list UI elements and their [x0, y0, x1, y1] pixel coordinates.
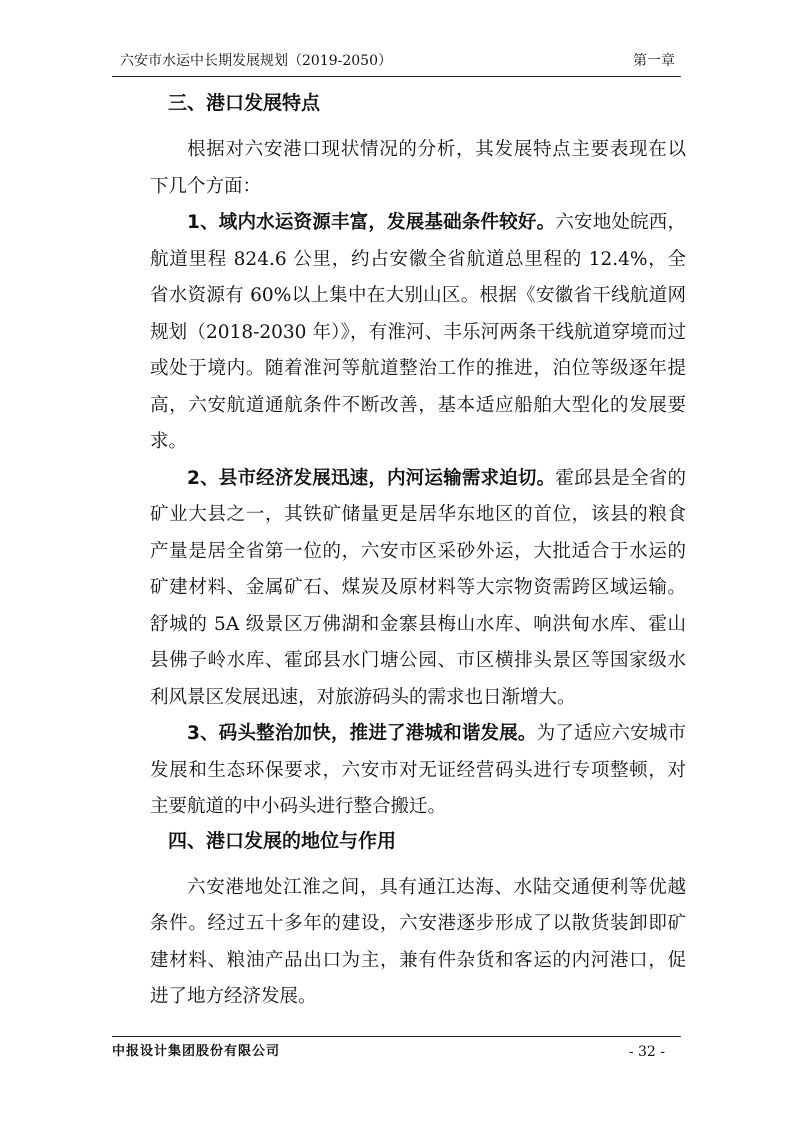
section-intro: 根据对六安港口现状情况的分析，其发展特点主要表现在以下几个方面：	[150, 139, 686, 197]
paragraph-3-body: 为了适应六安城市发展和生态环保要求，六安市对无证经营码头进行专项整顿，对主要航道的中小码头进行整合搬迁。	[150, 723, 686, 817]
paragraph-3	[150, 716, 686, 826]
document-title: 六安市水运中长期发展规划（2019-2050）	[120, 53, 392, 69]
chapter-label: 第一章	[633, 53, 675, 69]
company-name: 中报设计集团股份有限公司	[112, 1044, 281, 1059]
page-header	[112, 50, 681, 72]
paragraph-1	[150, 205, 686, 461]
paragraph-1-lead: 1、域内水运资源丰富，发展基础条件较好。	[187, 212, 556, 233]
section-heading-4: 四、港口发展的地位与作用	[168, 829, 397, 852]
paragraph-2	[150, 461, 686, 717]
paragraph-2-lead: 2、县市经济发展迅速，内河运输需求迫切。	[187, 467, 556, 489]
section-heading-3: 三、港口发展特点	[168, 92, 321, 114]
paragraph-1-body: 六安地处皖西，航道里程 824.6 公里，约占安徽全省航道总里程的 12.4%，全省水资源有 60%以上集中在大别山区。根据《安徽省干线航道网规划（2018-2030 年）》，有淮河、丰乐河两条干线航道穿境而过或处于境内。随着淮河等航道整治工作的推进，泊位等级逐年提高，六安航道通航条件不断改善，基本适应船舶大型化的发展要求。	[150, 212, 686, 452]
paragraph-2-body: 霍邱县是全省的矿业大县之一，其铁矿储量更是居华东地区的首位，该县的粮食产量是居全省第一位的，六安市区采砂外运，大批适合于水运的矿建材料、金属矿石、煤炭及原材料等大宗物资需跨区域运输。舒城的 5A 级景区万佛湖和金寨县梅山水库、响洪甸水库、霍山县佛子岭水库、霍邱县水门塘公园、市区横排头景区等国家级水利风景区发展迅速，对旅游码头的需求也日渐增大。	[150, 467, 686, 708]
paragraph-4: 六安港地处江淮之间，具有通江达海、水陆交通便利等优越条件。经过五十多年的建设，六安港逐步形成了以散货装卸即矿建材料、粮油产品出口为主，兼有件杂货和客运的内河港口，促进了地方经济发展。	[150, 876, 686, 1007]
page-number: - 32 -	[628, 1044, 665, 1060]
footer-rule	[112, 1036, 681, 1037]
paragraph-3-lead: 3、码头整治加快，推进了港城和谐发展。	[187, 723, 537, 744]
page-content	[150, 92, 686, 1016]
header-rule	[112, 76, 681, 77]
